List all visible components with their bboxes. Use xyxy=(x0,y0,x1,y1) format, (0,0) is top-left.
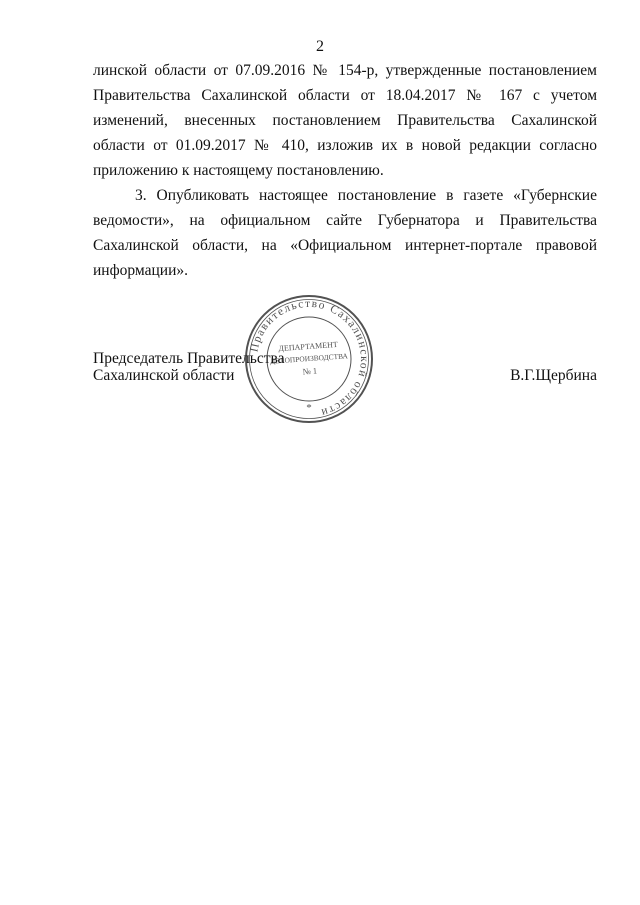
paragraph-continuation: линской области от 07.09.2016 № 154-р, утвержденные постановлением Правительства Сахалинской области от 18.04.2017 № 167 с учетом изменений, внесенных постановлением Правительства Сахалинской области от 01.09.2017 № 410, изложив их в новой редакции согласно приложению к настоящему постановлению. xyxy=(93,62,597,179)
page-number: 2 xyxy=(316,38,324,55)
document-body xyxy=(93,58,597,283)
seal-star: * xyxy=(306,402,312,414)
paragraph-item-3: 3. Опубликовать настоящее постановление в газете «Губернские ведомости», на официальном сайте Губернатора и Правительства Сахалинской области, на «Официальном интернет-портале правовой информации». xyxy=(93,187,597,279)
seal-center-line-3: № 1 xyxy=(302,365,318,377)
seal-center-line-2: ДЕЛОПРОИЗВОДСТВА xyxy=(269,351,349,366)
signatory-title-line-1: Председатель Правительства xyxy=(93,350,285,367)
signatory-title-line-2: Сахалинской области xyxy=(93,367,235,384)
seal-ring-text: Правительство Сахалинской области xyxy=(248,297,371,419)
seal-center-line-1: ДЕПАРТАМЕНТ xyxy=(278,339,339,354)
official-seal-stamp xyxy=(243,293,375,425)
signatory-name: В.Г.Щербина xyxy=(510,367,597,384)
